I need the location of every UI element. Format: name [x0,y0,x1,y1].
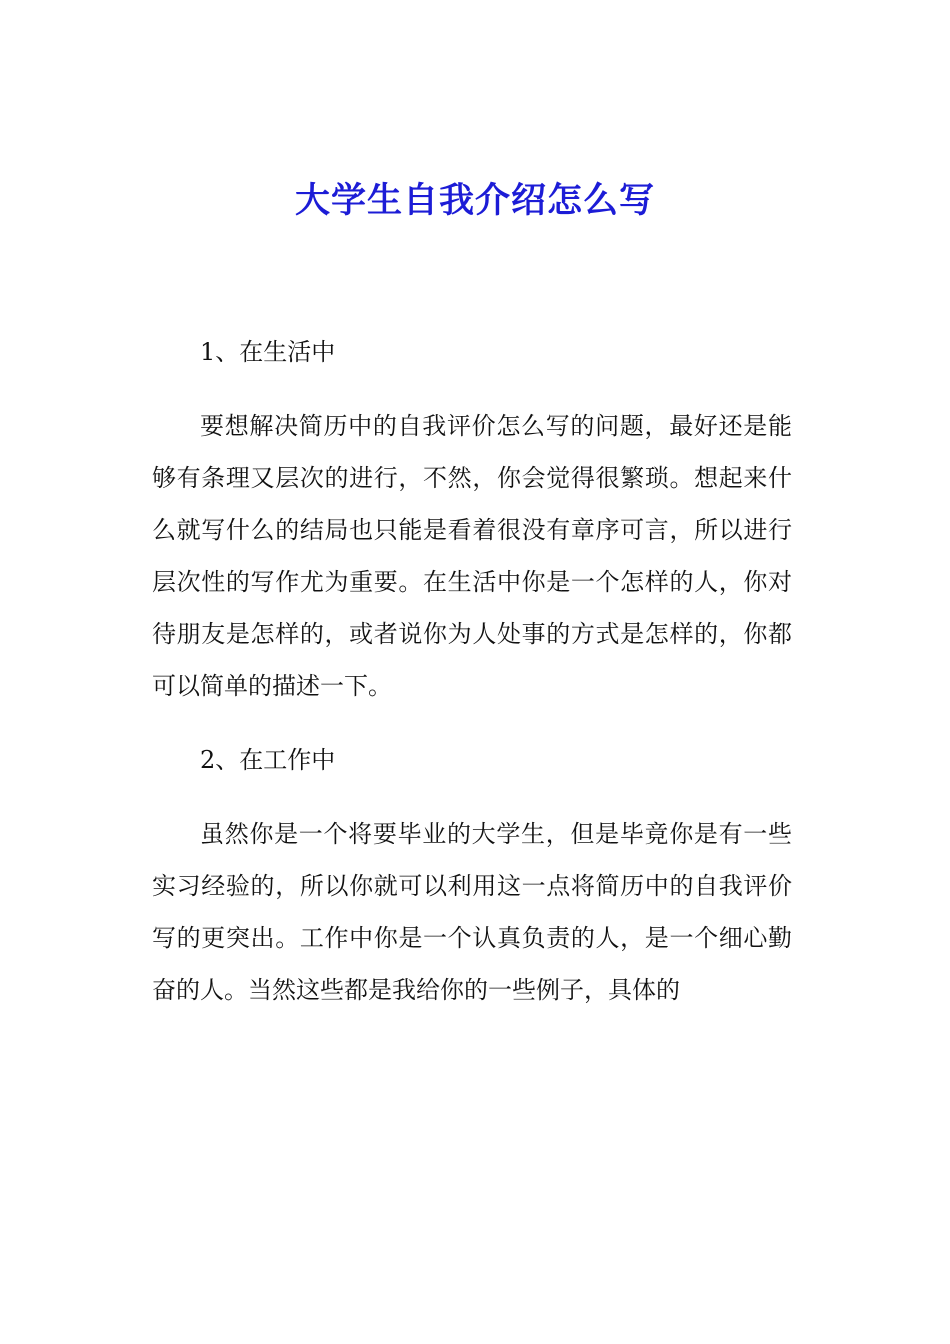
document-body [152,326,792,1016]
section-paragraph-life: 要想解决简历中的自我评价怎么写的问题，最好还是能够有条理又层次的进行，不然，你会觉得很繁琐。想起来什么就写什么的结局也只能是看着很没有章序可言，所以进行层次性的写作尤为重要。在生活中你是一个怎样的人，你对待朋友是怎样的，或者说你为人处事的方式是怎样的，你都可以简单的描述一下。 [152,412,792,700]
document-title: 大学生自我介绍怎么写 [294,181,655,221]
spacer [152,786,792,808]
section-heading-work: 2、在工作中 [200,746,336,774]
spacer [152,712,792,734]
section-heading-life: 1、在生活中 [200,338,336,366]
spacer [152,378,792,400]
section-paragraph-work: 虽然你是一个将要毕业的大学生，但是毕竟你是有一些实习经验的，所以你就可以利用这一点将简历中的自我评价写的更突出。工作中你是一个认真负责的人，是一个细心勤奋的人。当然这些都是我给你的一些例子，具体的 [152,820,792,1004]
